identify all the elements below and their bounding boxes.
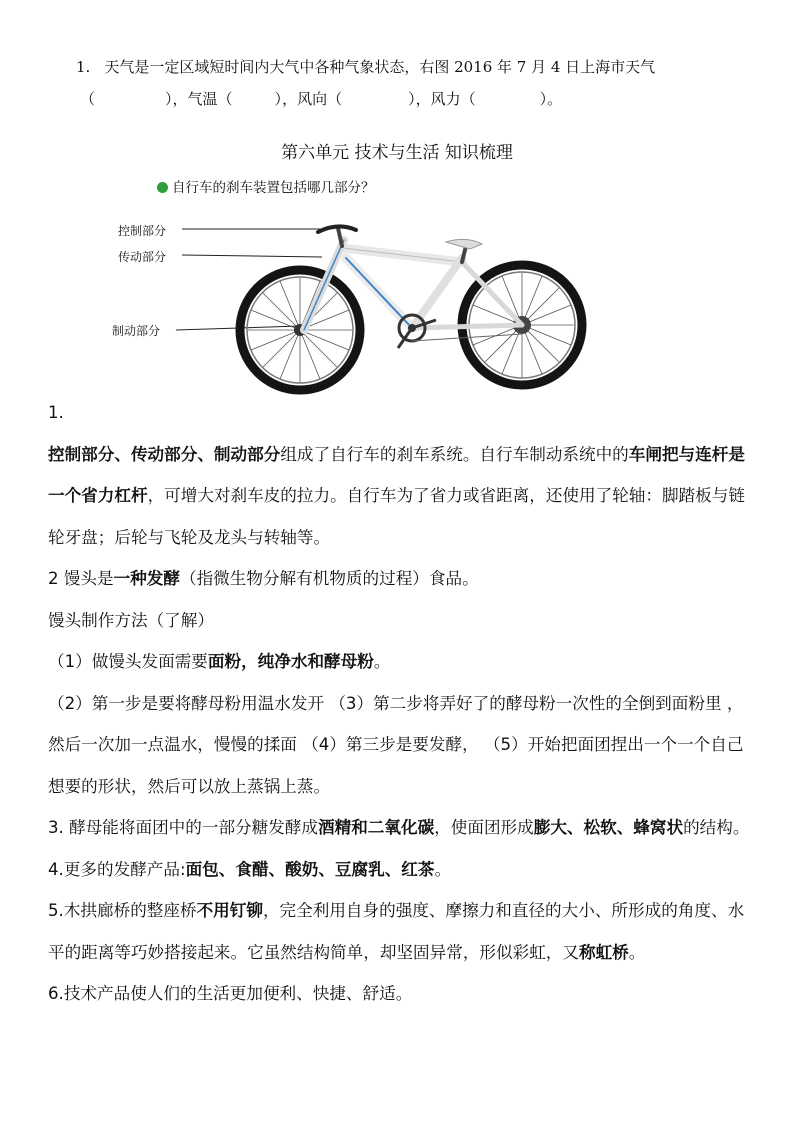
item-method-heading: 馒头制作方法（了解） [48, 610, 214, 630]
item-1-number: 1. [48, 403, 64, 422]
label-control-part: 控制部分 [118, 224, 167, 238]
item-4-text-2: 。 [434, 859, 452, 879]
blank-wind-power-close: ） [539, 90, 548, 108]
item-4-bold: 面包、食醋、酸奶、豆腐乳、红茶 [185, 859, 435, 879]
blank-wind-power-label: ，风力（ [415, 90, 476, 108]
item-5-text-3: 。 [628, 942, 646, 962]
item-5-bold-1: 不用钉铆 [196, 901, 263, 920]
item-2 [48, 558, 750, 600]
item-1-text-1: 组成了自行车的刹车系统。自行车制动系统中的 [280, 444, 629, 464]
bicycle-image [0, 0, 794, 420]
question-body: 天气是一定区域短时间内大气中各种气象状态，右图 2016 年 7 月 4 日上海市天气 [104, 58, 656, 76]
knowledge-content [48, 392, 750, 1015]
item-3-bold-2: 膨大、松软、蜂窝状 [533, 818, 684, 837]
question-number: 1. [76, 58, 91, 76]
item-1 [48, 434, 750, 559]
item-method-1-text-1: （1）做馒头发面需要 [48, 652, 208, 671]
blank-end: 。 [547, 90, 563, 108]
item-2-text-2: （指微生物分解有机物质的过程）食品。 [180, 569, 479, 588]
item-2-bold-1: 一种发酵 [113, 569, 180, 588]
item-3-bold-1: 酒精和二氧化碳 [318, 818, 435, 837]
item-1-text-2: ，可增大对刹车皮的拉力。自行车为了省力或省距离，还使用了轮轴：脚踏板与链轮牙盘；后轮与飞轮及龙头与转轴等。 [48, 486, 745, 547]
blank-wind-dir-label: ，风向（ [282, 90, 343, 108]
item-method-1 [48, 641, 750, 683]
item-4 [48, 849, 750, 891]
item-3-text-2: ，使面团形成 [434, 818, 534, 837]
item-2-text-1: 2 馒头是 [48, 569, 114, 588]
item-5-bold-2: 称虹桥 [579, 942, 629, 962]
item-3 [48, 807, 750, 849]
blank-weather-open: （ [80, 90, 96, 108]
label-brake-part: 制动部分 [112, 324, 161, 338]
item-method-steps: （2）第一步是要将酵母粉用温水发开 （3）第二步将弄好了的酵母粉一次性的全倒到面粉里 ，然后一次加一点温水，慢慢的揉面 （4）第三步是要发酵， （5）开始把面团捏出一个一个自己想要的形状，然后可以放上蒸锅上蒸。 [48, 693, 744, 796]
blank-temp-close: ） [274, 90, 283, 108]
item-method-1-text-2: 。 [373, 652, 391, 671]
item-4-text-1: 4.更多的发酵产品: [48, 859, 186, 879]
item-1-bold-2: 车闸把与连杆是一个省力杠杆 [48, 444, 745, 505]
figure-question-text: 自行车的刹车装置包括哪几部分？ [172, 180, 375, 196]
blank-wind-dir-close: ） [408, 90, 416, 108]
item-5-text-1: 5.木拱廊桥的整座桥 [48, 901, 197, 920]
item-3-text-3: 的结构。 [683, 818, 750, 837]
item-1-bold-1: 控制部分、传动部分、制动部分 [48, 444, 281, 464]
blank-weather-close: ） [165, 90, 173, 108]
item-5 [48, 890, 750, 973]
item-3-text-1: 3. 酵母能将面团中的一部分糖发酵成 [48, 818, 319, 837]
item-method-1-bold: 面粉，纯净水和酵母粉 [207, 652, 374, 671]
item-5-text-2: ，完全利用自身的强度、摩擦力和直径的大小、所形成的角度、水平的距离等巧妙搭接起来。它虽然结构简单，却坚固异常，形似彩虹，又 [48, 901, 745, 962]
blank-temp-label: ，气温（ [172, 90, 233, 108]
leader-line-transmission [182, 255, 322, 257]
label-transmission-part: 传动部分 [118, 250, 167, 264]
item-6: 6.技术产品使人们的生活更加便利、快捷、舒适。 [48, 984, 413, 1003]
unit-title: 第六单元 技术与生活 知识梳理 [281, 143, 513, 163]
